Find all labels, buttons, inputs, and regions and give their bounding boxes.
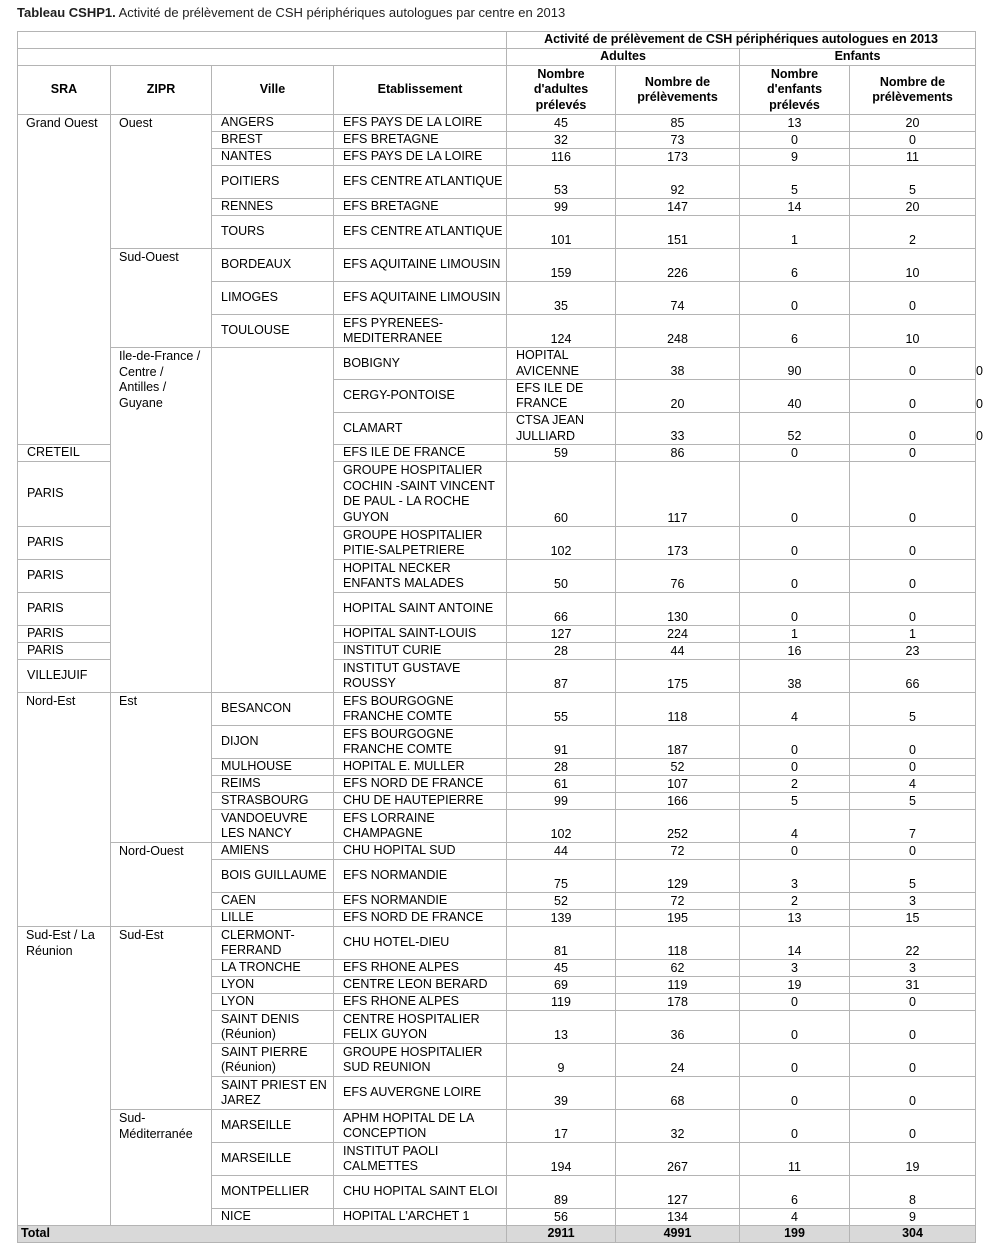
child-prelevements-cell: 5 [850,860,976,893]
adult-prelevements-cell: 118 [616,927,740,960]
adult-prelevements-cell: 224 [616,626,740,643]
adults-count-cell: 52 [507,893,616,910]
adult-prelevements-cell: 173 [616,527,740,560]
adults-count-cell: 9 [507,1044,616,1077]
ville-cell: PARIS [18,593,111,626]
etablissement-cell: EFS PAYS DE LA LOIRE [334,149,507,166]
child-prelevements-cell: 0 [850,527,976,560]
child-prelevements-cell: 0 [850,132,976,149]
etablissement-cell: EFS CENTRE ATLANTIQUE [334,166,507,199]
etablissement-cell: EFS BOURGOGNE FRANCHE COMTE [334,726,507,759]
ville-cell: CLERMONT-FERRAND [212,927,334,960]
adult-prelevements-cell: 24 [616,1044,740,1077]
child-prelevements-cell: 2 [850,216,976,249]
children-count-cell: 6 [740,315,850,348]
ville-cell: PARIS [18,527,111,560]
children-count-cell: 3 [740,860,850,893]
adult-prelevements-cell: 173 [616,149,740,166]
ville-cell: CRETEIL [18,445,111,462]
header-adultes: Adultes [507,49,740,66]
adults-count-cell: 45 [507,960,616,977]
etablissement-cell: HOPITAL E. MULLER [334,759,507,776]
child-prelevements-cell: 4 [850,776,976,793]
children-count-cell: 0 [740,560,850,593]
adults-count-cell: 69 [507,977,616,994]
adults-count-cell: 55 [507,693,616,726]
ville-cell: SAINT PIERRE (Réunion) [212,1044,334,1077]
child-prelevements-cell: 0 [850,1044,976,1077]
child-prelevements-cell: 20 [850,199,976,216]
ville-cell: BESANCON [212,693,334,726]
adult-prelevements-cell: 52 [740,413,850,445]
adult-prelevements-cell: 40 [740,380,850,413]
child-prelevements-cell: 19 [850,1143,976,1176]
child-prelevements-cell: 5 [850,166,976,199]
children-count-cell: 38 [740,660,850,693]
adult-prelevements-cell: 151 [616,216,740,249]
table-row [18,1110,976,1143]
adults-count-cell: 17 [507,1110,616,1143]
ville-cell: TOURS [212,216,334,249]
header-ville: Ville [212,66,334,115]
adults-count-cell: 127 [507,626,616,643]
total-row [18,1226,976,1243]
zipr-cell [212,348,334,693]
etablissement-cell: EFS RHONE ALPES [334,960,507,977]
ville-cell: LYON [212,977,334,994]
child-prelevements-cell: 7 [850,810,976,843]
adults-count-cell: 119 [507,994,616,1011]
sra-cell: Nord-Est [18,693,111,927]
adults-count-cell: 20 [616,380,740,413]
child-prelevements-cell: 0 [850,759,976,776]
adults-count-cell: 66 [507,593,616,626]
etablissement-cell: EFS BOURGOGNE FRANCHE COMTE [334,693,507,726]
adult-prelevements-cell: 129 [616,860,740,893]
table-row [18,115,976,132]
table-body [18,115,983,1226]
ville-cell: MARSEILLE [212,1143,334,1176]
adult-prelevements-cell: 68 [616,1077,740,1110]
ville-cell: ANGERS [212,115,334,132]
child-prelevements-cell: 10 [850,315,976,348]
adults-count-cell: 50 [507,560,616,593]
etablissement-cell: EFS NORMANDIE [334,893,507,910]
ville-cell: SAINT DENIS (Réunion) [212,1011,334,1044]
adults-count-cell: 194 [507,1143,616,1176]
adults-count-cell: 44 [507,843,616,860]
adults-count-cell: 116 [507,149,616,166]
adults-count-cell: 38 [616,348,740,380]
child-prelevements-cell: 20 [850,115,976,132]
children-count-cell: 0 [740,759,850,776]
adult-prelevements-cell: 147 [616,199,740,216]
header-enfants: Enfants [740,49,976,66]
ville-cell: MONTPELLIER [212,1176,334,1209]
ville-cell: AMIENS [212,843,334,860]
ville-cell: BREST [212,132,334,149]
caption-label: Tableau CSHP1. [17,5,116,20]
total-children: 199 [740,1226,850,1243]
adults-count-cell: 101 [507,216,616,249]
adult-prelevements-cell: 72 [616,893,740,910]
total-adults: 2911 [507,1226,616,1243]
children-count-cell: 5 [740,166,850,199]
table-row: Ile-de-France / Centre / Antilles / Guyane BOBIGNY HOPITAL AVICENNE 38 90 0 0 [18,348,976,380]
children-count-cell: 2 [740,893,850,910]
adult-prelevements-cell: 73 [616,132,740,149]
ville-cell: RENNES [212,199,334,216]
etablissement-cell: CENTRE HOSPITALIER FELIX GUYON [334,1011,507,1044]
adult-prelevements-cell: 248 [616,315,740,348]
ville-cell: LA TRONCHE [212,960,334,977]
adults-count-cell: 33 [616,413,740,445]
child-prelevements-cell: 0 [850,994,976,1011]
header-activity: Activité de prélèvement de CSH périphériques autologues en 2013 [507,32,976,49]
adult-prelevements-cell: 178 [616,994,740,1011]
children-count-cell: 11 [740,1143,850,1176]
child-prelevements-cell: 0 [850,445,976,462]
ville-cell: CAEN [212,893,334,910]
children-count-cell: 0 [740,1011,850,1044]
header-blank-cell [18,32,507,49]
adult-prelevements-cell: 118 [616,693,740,726]
header-sra: SRA [18,66,111,115]
adult-prelevements-cell: 74 [616,282,740,315]
etablissement-cell: EFS ILE DE FRANCE [507,380,616,413]
adults-count-cell: 59 [507,445,616,462]
child-prelevements-cell: 3 [850,893,976,910]
children-count-cell: 0 [740,445,850,462]
etablissement-cell: EFS NORMANDIE [334,860,507,893]
adult-prelevements-cell: 72 [616,843,740,860]
children-count-cell: 16 [740,643,850,660]
adults-count-cell: 124 [507,315,616,348]
ville-cell: CERGY-PONTOISE [334,380,507,413]
table-row [18,843,976,860]
adults-count-cell: 39 [507,1077,616,1110]
ville-cell: NICE [212,1209,334,1226]
sra-cell: Ile-de-France / Centre / Antilles / Guyane [111,348,212,693]
ville-cell: PARIS [18,560,111,593]
etablissement-cell: CTSA JEAN JULLIARD [507,413,616,445]
etablissement-cell: CHU DE HAUTEPIERRE [334,793,507,810]
children-count-cell: 0 [740,132,850,149]
child-prelevements-cell: 3 [850,960,976,977]
children-count-cell: 0 [740,462,850,527]
adult-prelevements-cell: 119 [616,977,740,994]
children-count-cell: 0 [850,413,976,445]
adults-count-cell: 56 [507,1209,616,1226]
etablissement-cell: EFS AUVERGNE LOIRE [334,1077,507,1110]
adult-prelevements-cell: 117 [616,462,740,527]
table-row: CLAMART CTSA JEAN JULLIARD 33 52 0 0 [18,413,976,445]
adults-count-cell: 159 [507,249,616,282]
sra-cell: Grand Ouest [18,115,111,445]
adults-count-cell: 35 [507,282,616,315]
child-prelevements-cell: 0 [850,1077,976,1110]
adult-prelevements-cell: 52 [616,759,740,776]
etablissement-cell: HOPITAL L'ARCHET 1 [334,1209,507,1226]
etablissement-cell: EFS RHONE ALPES [334,994,507,1011]
adults-count-cell: 99 [507,793,616,810]
child-prelevements-cell: 15 [850,910,976,927]
children-count-cell: 0 [740,843,850,860]
children-count-cell: 0 [740,994,850,1011]
adults-count-cell: 28 [507,643,616,660]
child-prelevements-cell: 11 [850,149,976,166]
etablissement-cell: GROUPE HOSPITALIER PITIE-SALPETRIERE [334,527,507,560]
table-row [18,249,976,282]
sra-cell: Sud-Est / La Réunion [18,927,111,1226]
ville-cell: STRASBOURG [212,793,334,810]
etablissement-cell: HOPITAL SAINT-LOUIS [334,626,507,643]
children-count-cell: 14 [740,199,850,216]
etablissement-cell: HOPITAL NECKER ENFANTS MALADES [334,560,507,593]
child-prelevements-cell: 0 [850,1011,976,1044]
table-caption [17,4,565,22]
etablissement-cell: HOPITAL AVICENNE [507,348,616,380]
zipr-cell: Sud-Ouest [111,249,212,348]
caption-text: Activité de prélèvement de CSH périphériques autologues par centre en 2013 [115,5,566,20]
adult-prelevements-cell: 267 [616,1143,740,1176]
etablissement-cell: HOPITAL SAINT ANTOINE [334,593,507,626]
child-prelevements-cell: 10 [850,249,976,282]
table-row: CERGY-PONTOISE EFS ILE DE FRANCE 20 40 0 0 [18,380,976,413]
etablissement-cell: INSTITUT PAOLI CALMETTES [334,1143,507,1176]
adult-prelevements-cell: 252 [616,810,740,843]
zipr-cell: Nord-Ouest [111,843,212,927]
children-count-cell: 0 [740,282,850,315]
header-blank-cell [18,49,507,66]
adult-prelevements-cell: 85 [616,115,740,132]
adults-count-cell: 139 [507,910,616,927]
ville-cell: MARSEILLE [212,1110,334,1143]
etablissement-cell: EFS BRETAGNE [334,199,507,216]
children-count-cell: 0 [740,1110,850,1143]
adult-prelevements-cell: 86 [616,445,740,462]
adult-prelevements-cell: 76 [616,560,740,593]
adults-count-cell: 45 [507,115,616,132]
etablissement-cell: CHU HOPITAL SUD [334,843,507,860]
children-count-cell: 6 [740,1176,850,1209]
ville-cell: BOBIGNY [334,348,507,380]
adults-count-cell: 28 [507,759,616,776]
etablissement-cell: GROUPE HOSPITALIER COCHIN -SAINT VINCENT DE PAUL - LA ROCHE GUYON [334,462,507,527]
adults-count-cell: 87 [507,660,616,693]
adults-count-cell: 102 [507,527,616,560]
children-count-cell: 9 [740,149,850,166]
etablissement-cell: EFS AQUITAINE LIMOUSIN [334,249,507,282]
ville-cell: SAINT PRIEST EN JAREZ [212,1077,334,1110]
ville-cell: NANTES [212,149,334,166]
header-zipr: ZIPR [111,66,212,115]
ville-cell: REIMS [212,776,334,793]
child-prelevements-cell: 22 [850,927,976,960]
ville-cell: LILLE [212,910,334,927]
adult-prelevements-cell: 90 [740,348,850,380]
adults-count-cell: 60 [507,462,616,527]
children-count-cell: 6 [740,249,850,282]
ville-cell: VILLEJUIF [18,660,111,693]
adult-prelevements-cell: 130 [616,593,740,626]
adult-prelevements-cell: 226 [616,249,740,282]
adult-prelevements-cell: 44 [616,643,740,660]
child-prelevements-cell: 0 [850,282,976,315]
children-count-cell: 0 [740,726,850,759]
etablissement-cell: EFS ILE DE FRANCE [334,445,507,462]
children-count-cell: 5 [740,793,850,810]
ville-cell: VANDOEUVRE LES NANCY [212,810,334,843]
child-prelevements-cell: 1 [850,626,976,643]
etablissement-cell: EFS CENTRE ATLANTIQUE [334,216,507,249]
table-header [18,32,976,115]
adult-prelevements-cell: 127 [616,1176,740,1209]
adults-count-cell: 91 [507,726,616,759]
children-count-cell: 19 [740,977,850,994]
child-prelevements-cell: 0 [850,560,976,593]
adult-prelevements-cell: 107 [616,776,740,793]
ville-cell: PARIS [18,626,111,643]
header-child-count: Nombre d'enfants prélevés [740,66,850,115]
etablissement-cell: INSTITUT GUSTAVE ROUSSY [334,660,507,693]
child-prelevements-cell: 23 [850,643,976,660]
ville-cell: MULHOUSE [212,759,334,776]
children-count-cell: 0 [850,380,976,413]
children-count-cell: 1 [740,216,850,249]
table-row [18,693,976,726]
etablissement-cell: EFS LORRAINE CHAMPAGNE [334,810,507,843]
children-count-cell: 0 [740,527,850,560]
etablissement-cell: CHU HOPITAL SAINT ELOI [334,1176,507,1209]
etablissement-cell: EFS AQUITAINE LIMOUSIN [334,282,507,315]
adults-count-cell: 75 [507,860,616,893]
children-count-cell: 13 [740,910,850,927]
children-count-cell: 0 [740,593,850,626]
activity-table [17,31,983,1243]
ville-cell: DIJON [212,726,334,759]
children-count-cell: 0 [740,1044,850,1077]
child-prelevements-cell: 0 [850,726,976,759]
children-count-cell: 4 [740,693,850,726]
child-prelevements-cell: 9 [850,1209,976,1226]
etablissement-cell: EFS PAYS DE LA LOIRE [334,115,507,132]
adults-count-cell: 61 [507,776,616,793]
adults-count-cell: 32 [507,132,616,149]
etablissement-cell: INSTITUT CURIE [334,643,507,660]
child-prelevements-cell: 0 [850,593,976,626]
child-prelevements-cell: 0 [850,843,976,860]
adult-prelevements-cell: 166 [616,793,740,810]
total-adult-prelevements: 4991 [616,1226,740,1243]
children-count-cell: 2 [740,776,850,793]
etablissement-cell: EFS NORD DE FRANCE [334,910,507,927]
zipr-cell: Sud-Méditerranée [111,1110,212,1226]
header-adult-prelevements: Nombre de prélèvements [616,66,740,115]
child-prelevements-cell: 5 [850,693,976,726]
adults-count-cell: 99 [507,199,616,216]
adults-count-cell: 102 [507,810,616,843]
child-prelevements-cell: 8 [850,1176,976,1209]
adults-count-cell: 13 [507,1011,616,1044]
ville-cell: PARIS [18,643,111,660]
ville-cell: LYON [212,994,334,1011]
zipr-cell: Sud-Est [111,927,212,1110]
zipr-cell: Ouest [111,115,212,249]
zipr-cell: Est [111,693,212,843]
total-label: Total [18,1226,507,1243]
etablissement-cell: APHM HOPITAL DE LA CONCEPTION [334,1110,507,1143]
child-prelevements-cell: 0 [850,1110,976,1143]
etablissement-cell: CENTRE LEON BERARD [334,977,507,994]
child-prelevements-cell: 66 [850,660,976,693]
adult-prelevements-cell: 36 [616,1011,740,1044]
children-count-cell: 3 [740,960,850,977]
ville-cell: POITIERS [212,166,334,199]
etablissement-cell: EFS NORD DE FRANCE [334,776,507,793]
child-prelevements-cell: 31 [850,977,976,994]
etablissement-cell: CHU HOTEL-DIEU [334,927,507,960]
adults-count-cell: 53 [507,166,616,199]
adult-prelevements-cell: 32 [616,1110,740,1143]
adult-prelevements-cell: 92 [616,166,740,199]
adult-prelevements-cell: 175 [616,660,740,693]
header-child-prelevements: Nombre de prélèvements [850,66,976,115]
etablissement-cell: EFS PYRENEES-MEDITERRANEE [334,315,507,348]
etablissement-cell: EFS BRETAGNE [334,132,507,149]
children-count-cell: 13 [740,115,850,132]
ville-cell: BORDEAUX [212,249,334,282]
ville-cell: TOULOUSE [212,315,334,348]
children-count-cell: 0 [850,348,976,380]
total-child-prelevements: 304 [850,1226,976,1243]
children-count-cell: 14 [740,927,850,960]
children-count-cell: 4 [740,1209,850,1226]
adults-count-cell: 89 [507,1176,616,1209]
adult-prelevements-cell: 62 [616,960,740,977]
adult-prelevements-cell: 195 [616,910,740,927]
children-count-cell: 0 [740,1077,850,1110]
adult-prelevements-cell: 134 [616,1209,740,1226]
etablissement-cell: GROUPE HOSPITALIER SUD REUNION [334,1044,507,1077]
header-adult-count: Nombre d'adultes prélevés [507,66,616,115]
table-row [18,927,976,960]
ville-cell: BOIS GUILLAUME [212,860,334,893]
ville-cell: PARIS [18,462,111,527]
adults-count-cell: 81 [507,927,616,960]
ville-cell: CLAMART [334,413,507,445]
adult-prelevements-cell: 187 [616,726,740,759]
child-prelevements-cell: 0 [850,462,976,527]
children-count-cell: 4 [740,810,850,843]
children-count-cell: 1 [740,626,850,643]
child-prelevements-cell: 5 [850,793,976,810]
ville-cell: LIMOGES [212,282,334,315]
header-etablissement: Etablissement [334,66,507,115]
